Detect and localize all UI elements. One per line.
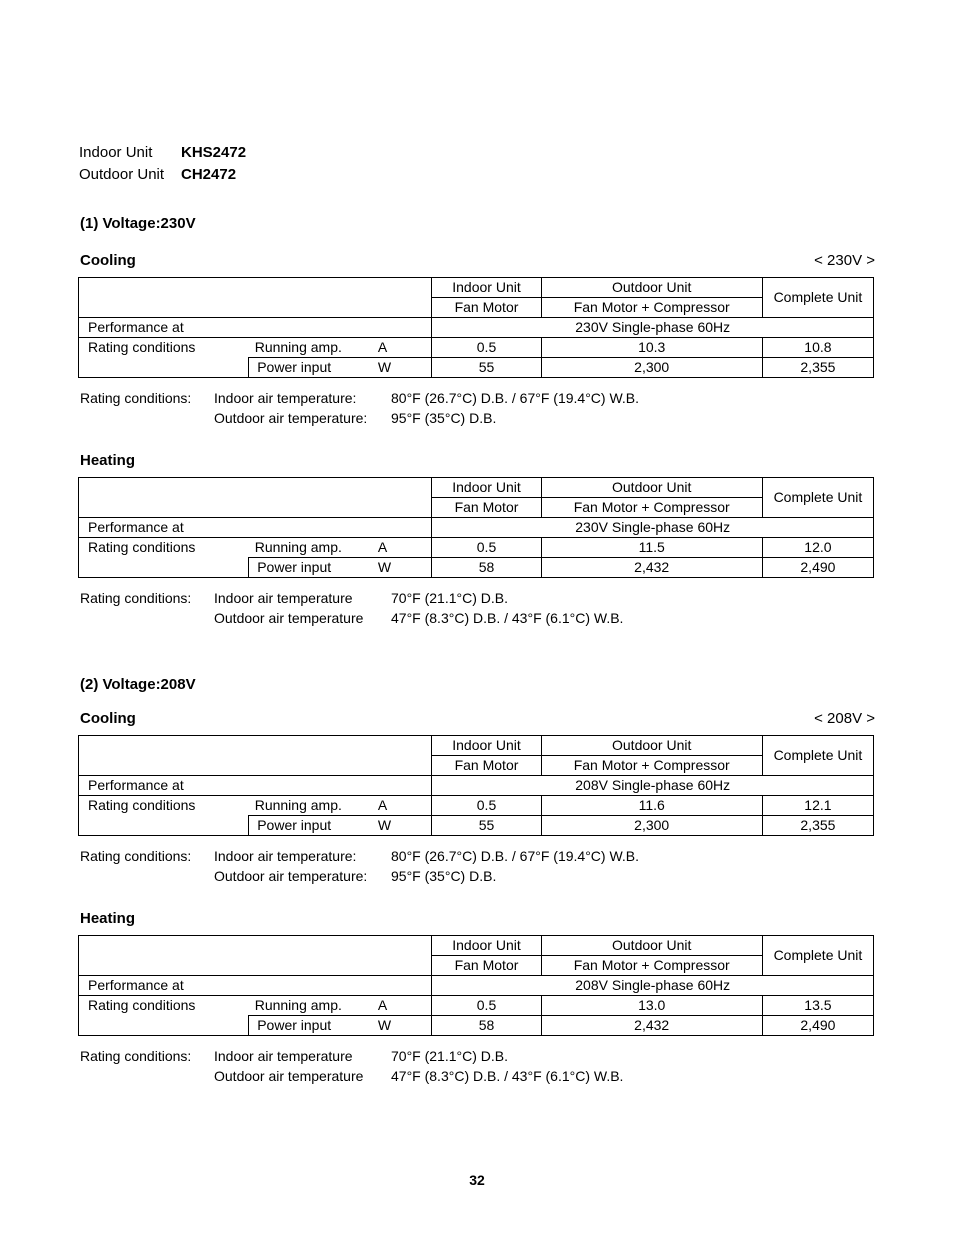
cooling-title-208v: Cooling: [80, 710, 136, 727]
performance-label: Performance at: [79, 976, 432, 996]
rating-blank-cell: [79, 816, 249, 836]
notes-indoor-label: Indoor air temperature:: [214, 390, 357, 406]
indoor-unit-line: [79, 144, 247, 161]
notes-outdoor-value: 95°F (35°C) D.B.: [391, 410, 497, 426]
power-indoor: 58: [432, 558, 541, 578]
performance-label: Performance at: [79, 776, 432, 796]
power-input-label: Power input: [249, 358, 378, 378]
power-indoor: 55: [432, 358, 541, 378]
col-header-outdoor: Outdoor Unit: [541, 478, 762, 498]
notes-indoor-value: 80°F (26.7°C) D.B. / 67°F (19.4°C) W.B.: [391, 848, 640, 864]
power-complete: 2,355: [762, 816, 873, 836]
power-supply: 208V Single-phase 60Hz: [432, 976, 874, 996]
amp-complete: 12.0: [762, 538, 873, 558]
section-title-208v: (2) Voltage:208V: [80, 676, 196, 693]
rating-blank-cell: [79, 358, 249, 378]
power-outdoor: 2,300: [541, 816, 762, 836]
subheader-indoor: Fan Motor: [432, 756, 541, 776]
subheader-indoor: Fan Motor: [432, 498, 541, 518]
running-amp-unit: A: [378, 338, 432, 358]
subheader-outdoor: Fan Motor + Compressor: [541, 756, 762, 776]
running-amp-unit: A: [378, 796, 432, 816]
amp-outdoor: 11.5: [541, 538, 762, 558]
running-amp-unit: A: [378, 996, 432, 1016]
amp-outdoor: 11.6: [541, 796, 762, 816]
outdoor-unit-model: CH2472: [181, 166, 237, 183]
rating-conditions-label: Rating conditions: [79, 796, 249, 816]
empty-header-cell: [79, 278, 432, 318]
spec-table-2: [78, 477, 874, 578]
power-supply: 230V Single-phase 60Hz: [432, 518, 874, 538]
subheader-outdoor: Fan Motor + Compressor: [541, 298, 762, 318]
rating-blank-cell: [79, 1016, 249, 1036]
voltage-badge-230v: < 230V >: [814, 252, 875, 269]
amp-complete: 13.5: [762, 996, 873, 1016]
cooling-title-230v: Cooling: [80, 252, 136, 269]
amp-outdoor: 13.0: [541, 996, 762, 1016]
running-amp-label: Running amp.: [249, 338, 378, 358]
heating-title-230v: Heating: [80, 452, 136, 469]
amp-indoor: 0.5: [432, 338, 541, 358]
notes-indoor-value: 70°F (21.1°C) D.B.: [391, 590, 509, 606]
running-amp-label: Running amp.: [249, 796, 378, 816]
running-amp-label: Running amp.: [249, 538, 378, 558]
running-amp-label: Running amp.: [249, 996, 378, 1016]
notes-outdoor-label: Outdoor air temperature: [214, 610, 364, 626]
col-header-indoor: Indoor Unit: [432, 736, 541, 756]
spec-table-3: [78, 735, 874, 836]
power-outdoor: 2,300: [541, 358, 762, 378]
amp-complete: 12.1: [762, 796, 873, 816]
notes-outdoor-value: 47°F (8.3°C) D.B. / 43°F (6.1°C) W.B.: [391, 610, 624, 626]
indoor-unit-label: Indoor Unit: [79, 144, 153, 161]
power-supply: 208V Single-phase 60Hz: [432, 776, 874, 796]
page-number: 32: [469, 1172, 485, 1188]
col-header-indoor: Indoor Unit: [432, 936, 541, 956]
notes-outdoor-value: 95°F (35°C) D.B.: [391, 868, 497, 884]
rating-blank-cell: [79, 558, 249, 578]
indoor-unit-model: KHS2472: [181, 144, 247, 161]
col-header-indoor: Indoor Unit: [432, 278, 541, 298]
rating-conditions-label: Rating conditions: [79, 538, 249, 558]
amp-indoor: 0.5: [432, 538, 541, 558]
power-complete: 2,490: [762, 1016, 873, 1036]
col-header-complete: Complete Unit: [762, 736, 873, 776]
rating-conditions-label: Rating conditions: [79, 338, 249, 358]
col-header-outdoor: Outdoor Unit: [541, 936, 762, 956]
power-input-label: Power input: [249, 558, 378, 578]
notes-indoor-value: 80°F (26.7°C) D.B. / 67°F (19.4°C) W.B.: [391, 390, 640, 406]
notes-indoor-label: Indoor air temperature: [214, 590, 353, 606]
notes-outdoor-label: Outdoor air temperature:: [214, 868, 368, 884]
empty-header-cell: [79, 936, 432, 976]
rating-conditions-label: Rating conditions: [79, 996, 249, 1016]
notes-lead: Rating conditions:: [80, 590, 192, 606]
power-complete: 2,490: [762, 558, 873, 578]
col-header-complete: Complete Unit: [762, 478, 873, 518]
power-input-label: Power input: [249, 1016, 378, 1036]
notes-indoor-label: Indoor air temperature:: [214, 848, 357, 864]
notes-lead: Rating conditions:: [80, 390, 192, 406]
amp-outdoor: 10.3: [541, 338, 762, 358]
power-input-label: Power input: [249, 816, 378, 836]
col-header-complete: Complete Unit: [762, 278, 873, 318]
amp-indoor: 0.5: [432, 796, 541, 816]
section-title-230v: (1) Voltage:230V: [80, 215, 196, 232]
power-input-unit: W: [378, 558, 432, 578]
amp-complete: 10.8: [762, 338, 873, 358]
outdoor-unit-line: [79, 166, 237, 183]
voltage-badge-208v: < 208V >: [814, 710, 875, 727]
performance-label: Performance at: [79, 318, 432, 338]
notes-indoor-label: Indoor air temperature: [214, 1048, 353, 1064]
running-amp-unit: A: [378, 538, 432, 558]
power-outdoor: 2,432: [541, 1016, 762, 1036]
spec-table-1: [78, 277, 874, 378]
notes-outdoor-label: Outdoor air temperature:: [214, 410, 368, 426]
power-indoor: 58: [432, 1016, 541, 1036]
col-header-outdoor: Outdoor Unit: [541, 736, 762, 756]
col-header-outdoor: Outdoor Unit: [541, 278, 762, 298]
power-complete: 2,355: [762, 358, 873, 378]
empty-header-cell: [79, 478, 432, 518]
power-input-unit: W: [378, 1016, 432, 1036]
notes-outdoor-label: Outdoor air temperature: [214, 1068, 364, 1084]
subheader-outdoor: Fan Motor + Compressor: [541, 956, 762, 976]
power-indoor: 55: [432, 816, 541, 836]
performance-label: Performance at: [79, 518, 432, 538]
power-supply: 230V Single-phase 60Hz: [432, 318, 874, 338]
power-input-unit: W: [378, 358, 432, 378]
subheader-outdoor: Fan Motor + Compressor: [541, 498, 762, 518]
outdoor-unit-label: Outdoor Unit: [79, 166, 165, 183]
amp-indoor: 0.5: [432, 996, 541, 1016]
notes-lead: Rating conditions:: [80, 1048, 192, 1064]
power-input-unit: W: [378, 816, 432, 836]
heating-title-208v: Heating: [80, 910, 136, 927]
notes-lead: Rating conditions:: [80, 848, 192, 864]
col-header-indoor: Indoor Unit: [432, 478, 541, 498]
subheader-indoor: Fan Motor: [432, 298, 541, 318]
col-header-complete: Complete Unit: [762, 936, 873, 976]
notes-indoor-value: 70°F (21.1°C) D.B.: [391, 1048, 509, 1064]
empty-header-cell: [79, 736, 432, 776]
power-outdoor: 2,432: [541, 558, 762, 578]
subheader-indoor: Fan Motor: [432, 956, 541, 976]
spec-table-4: [78, 935, 874, 1036]
notes-outdoor-value: 47°F (8.3°C) D.B. / 43°F (6.1°C) W.B.: [391, 1068, 624, 1084]
